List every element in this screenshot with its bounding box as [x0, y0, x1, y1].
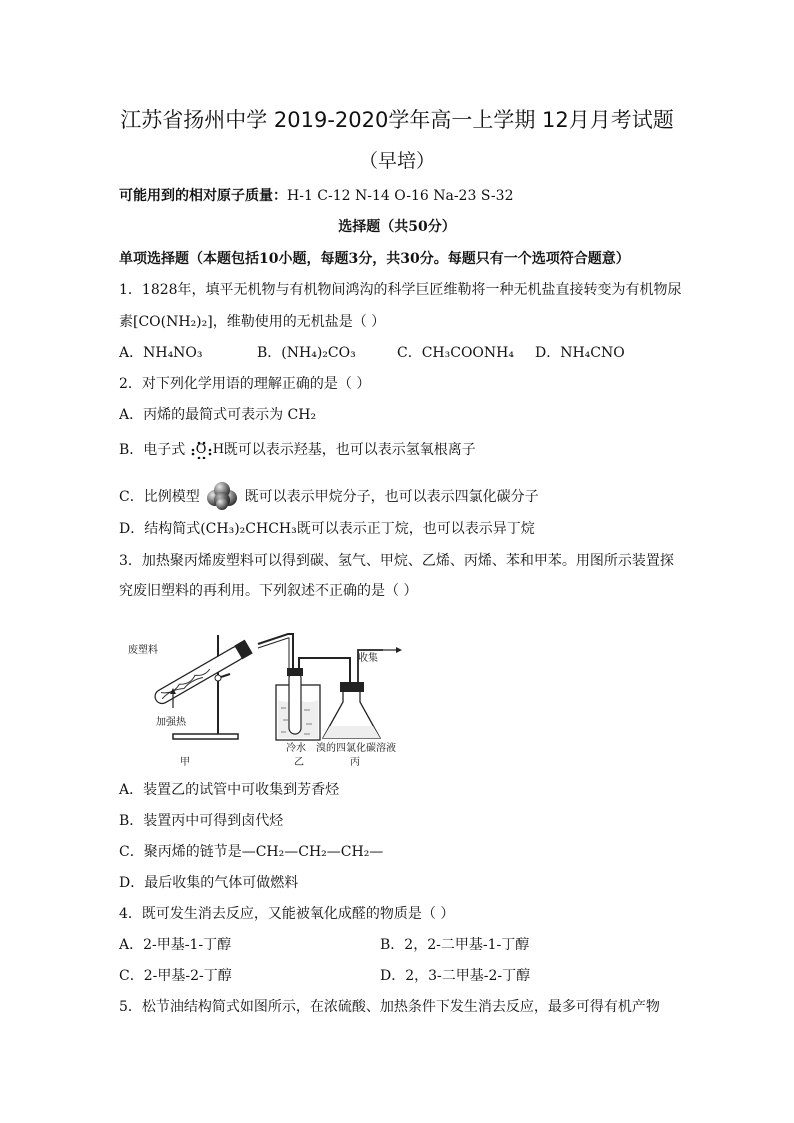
label-bromine-ccl4: 溴的四氯化碳溶液	[316, 743, 396, 754]
page-title: 江苏省扬州中学 2019-2020学年高一上学期 12月月考试题	[120, 108, 674, 132]
q4-option-d: D．2，3-二甲基-2-丁醇	[380, 968, 531, 984]
q2-option-c	[119, 482, 539, 510]
q3-option-a: A．装置乙的试管中可收集到芳香烃	[119, 782, 340, 798]
label-collect: 收集	[358, 653, 378, 664]
q4-stem: 4．既可发生消去反应，又能被氧化成醛的物质是（ ）	[119, 906, 455, 922]
q3-option-b: B．装置丙中可得到卤代烃	[119, 813, 284, 829]
q4-option-b: B．2，2-二甲基-1-丁醇	[380, 937, 530, 953]
q5-stem: 5．松节油结构简式如图所示，在浓硫酸、加热条件下发生消去反应，最多可得有机产物	[119, 999, 660, 1015]
page-subtitle: （早培）	[358, 150, 435, 172]
q1-line2: 素[CO(NH₂)₂]，维勒使用的无机盐是（ ）	[119, 314, 386, 330]
electron-dot-o: O	[195, 442, 207, 457]
q4-option-a: A．2-甲基-1-丁醇	[119, 937, 232, 953]
q1-option-b: B．(NH₄)₂CO₃	[257, 345, 356, 361]
label-cold-water: 冷水	[286, 743, 306, 754]
atomic-masses	[119, 187, 513, 205]
label-bing: 丙	[350, 757, 360, 768]
space-filling-model-icon	[204, 482, 240, 510]
q1-option-a: A．NH₄NO₃	[119, 345, 203, 361]
q2-option-a: A．丙烯的最简式可表示为 CH₂	[119, 407, 317, 423]
q3-line2: 究废旧塑料的再利用。下列叙述不正确的是（ ）	[119, 583, 418, 599]
label-strong-heat: 加强热	[156, 717, 186, 728]
apparatus-figure	[118, 630, 428, 779]
atomic-masses-label: 可能用到的相对原子质量：	[119, 188, 287, 204]
q1-option-d: D．NH₄CNO	[535, 345, 625, 361]
section-instructions: 单项选择题（本题包括10小题，每题3分，共30分。每题只有一个选项符合题意）	[119, 251, 630, 267]
q1-line1: 1．1828年，填平无机物与有机物间鸿沟的科学巨匠维勒将一种无机盐直接转变为有机物尿	[119, 282, 682, 298]
q3-option-c: C．聚丙烯的链节是—CH₂—CH₂—CH₂—	[119, 844, 384, 860]
q2-option-b-suffix: 既可以表示羟基，也可以表示氢氧根离子	[223, 442, 476, 458]
q3-option-d: D．最后收集的气体可做燃料	[119, 875, 299, 891]
q2-stem: 2．对下列化学用语的理解正确的是（ ）	[119, 376, 371, 392]
q2-option-b	[119, 441, 476, 459]
q2-option-b-prefix: B．电子式	[119, 442, 186, 458]
q1-option-c: C．CH₃COONH₄	[397, 345, 514, 361]
electron-dot-formula	[190, 441, 224, 459]
q4-option-c: C．2-甲基-2-丁醇	[119, 968, 232, 984]
q2-option-c-prefix: C．比例模型	[119, 489, 200, 505]
electron-dot-h: H	[212, 442, 225, 457]
section-title: 选择题（共50分）	[338, 219, 456, 235]
label-waste-plastic: 废塑料	[128, 645, 158, 656]
label-yi: 乙	[294, 757, 304, 768]
q2-option-c-suffix: 既可以表示甲烷分子，也可以表示四氯化碳分子	[244, 489, 539, 505]
q2-option-d: D．结构简式(CH₃)₂CHCH₃既可以表示正丁烷，也可以表示异丁烷	[119, 521, 535, 537]
q3-line1: 3．加热聚丙烯废塑料可以得到碳、氢气、甲烷、乙烯、丙烯、苯和甲苯。用图所示装置探	[119, 553, 674, 569]
atomic-masses-values: H-1 C-12 N-14 O-16 Na-23 S-32	[287, 188, 514, 204]
label-jia: 甲	[180, 757, 190, 768]
